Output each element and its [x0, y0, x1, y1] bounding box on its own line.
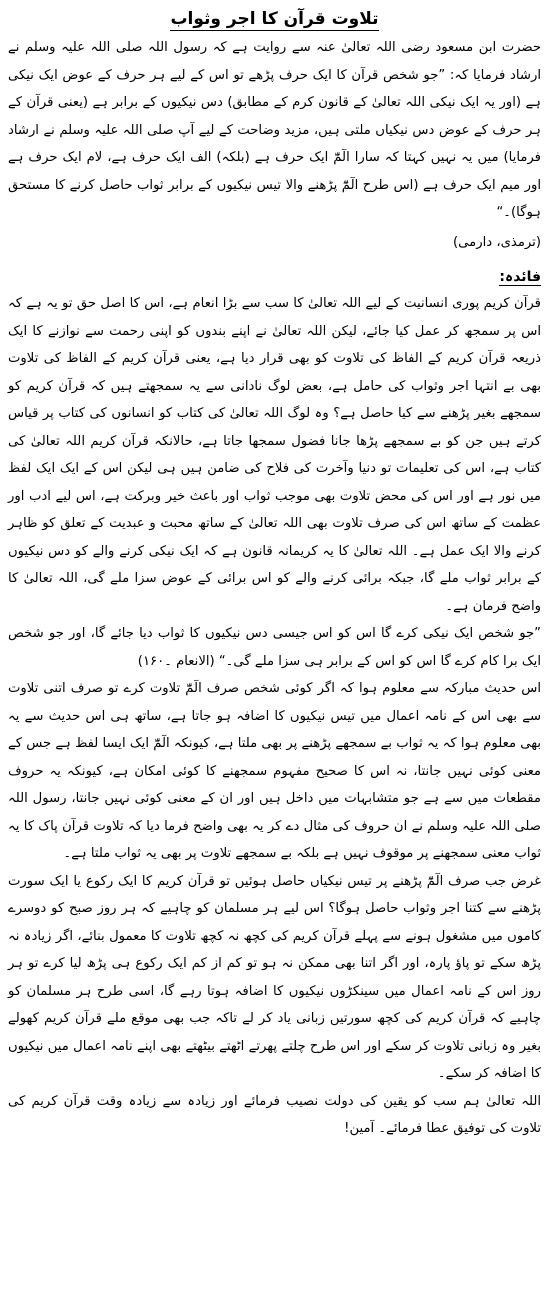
closing-prayer: اللہ تعالیٰ ہم سب کو یقین کی دولت نصیب فرمائے اور زیادہ سے زیادہ وقت قرآن کریم کی تلاوت کی توفیق عطا فرمائے۔ آمین! [8, 1093, 541, 1136]
article [8, 0, 541, 1143]
benefit-heading [8, 264, 541, 290]
article-title [8, 6, 541, 32]
quran-quote: ”جو شخص ایک نیکی کرے گا اس کو اس جیسی دس نیکیوں کا ثواب دیا جائے گا، اور جو شخص ایک برا کام کرے گا اس کو اس کے برابر ہی سزا ملے گی۔“ (الانعام ۔۱۶۰) [8, 626, 541, 669]
paragraph-1: قرآن کریم پوری انسانیت کے لیے اللہ تعالیٰ کا سب سے بڑا انعام ہے، اس کا اصل حق تو یہ ہے کہ اس پر سمجھ کر عمل کیا جائے، لیکن اللہ تعالیٰ نے اپنے بندوں کو اپنی رحمت سے نوازنے کا ایک ذریعہ قرآن کریم کے الفاظ کی تلاوت کو بھی قرار دیا ہے، یعنی قرآن کریم کے الفاظ کی تلاوت بھی بے انتہا اجر وثواب کی حامل ہے، بعض لوگ نادانی سے یہ سمجھتے ہیں کہ قرآن کریم کو سمجھے بغیر پڑھنے سے کیا حاصل ہے؟ وہ لوگ اللہ تعالیٰ کی کتاب کو انسانوں کی کتاب پر قیاس کرتے ہیں جن کو بے سمجھے پڑھا جانا فضول سمجھا جاتا ہے، حالانکہ قرآن کریم اللہ تعالیٰ کی کتاب ہے، اس کی تعلیمات تو دنیا وآخرت کی فلاح کی ضامن ہیں ہی لیکن اس کے ایک ایک لفظ میں نور ہے اور اس کی محض تلاوت بھی موجب ثواب اور باعث خیر وبرکت ہے، اس لیے ادب اور عظمت کے ساتھ اس کی صرف تلاوت بھی اللہ تعالیٰ کے ساتھ محبت و عبدیت کے تعلق کو ظاہر کرنے والا ایک عمل ہے۔ اللہ تعالیٰ کا یہ کریمانہ قانون ہے کہ ایک نیکی کرنے والے کو دس نیکیوں کے برابر ثواب ملے گا، جبکہ برائی کرنے والے کو اس برائی کے عوض سزا ملے گی، اللہ تعالیٰ کا واضح فرمان ہے۔ [8, 296, 541, 614]
hadith-text: حضرت ابن مسعود رضی اللہ تعالیٰ عنہ سے روایت ہے کہ رسول اللہ صلی اللہ علیہ وسلم نے ارشاد فرمایا کہ: ”جو شخص قرآن کا ایک حرف پڑھے تو اس کے لیے ہر حرف کے عوض ایک نیکی ہے (اور یہ ایک نیکی اللہ تعالیٰ کے قانون کرم کے مطابق) دس نیکیوں کے برابر ہے (یعنی قرآن کے ہر حرف کے عوض دس نیکیاں ملتی ہیں، مزید وضاحت کے لیے آپ صلی اللہ علیہ وسلم نے ارشاد فرمایا) میں یہ نہیں کہتا کہ سارا الٓمّٓ ایک حرف ہے (بلکہ) الف ایک حرف ہے، لام ایک حرف ہے اور میم ایک حرف ہے (اس طرح الٓمّٓ پڑھنے والا تیس نیکیوں کے برابر ثواب حاصل کرنے کا مستحق ہوگا)۔“ [8, 40, 541, 220]
paragraph-2: اس حدیث مبارکہ سے معلوم ہوا کہ اگر کوئی شخص صرف الٓمّٓ تلاوت کرے تو صرف اتنی تلاوت سے بھی اس کے نامہ اعمال میں تیس نیکیوں کا اضافہ ہو جاتا ہے، ساتھ ہی اس حدیث سے یہ بھی معلوم ہوا کہ یہ ثواب بے سمجھے پڑھنے پر بھی ملتا ہے، کیونکہ الٓمّٓ ایک ایسا لفظ ہے جس کے معنی کوئی نہیں جانتا، نہ اس کا صحیح مفہوم سمجھنے کا کوئی امکان ہے، کیونکہ یہ حروف مقطعات میں سے ہے جو متشابہات میں داخل ہیں اور ان کے معنی کوئی نہیں جانتا، رسول اللہ صلی اللہ علیہ وسلم نے ان حروف کی مثال دے کر یہ بھی واضح فرما دیا کہ تلاوت قرآن پاک کا یہ ثواب معنی سمجھنے پر موقوف نہیں ہے بلکہ بے سمجھے تلاوت پر بھی یہ ثواب ملتا ہے۔ [8, 681, 541, 861]
benefit-heading-text: فائدہ: [499, 269, 541, 285]
title-text: تلاوت قرآن کا اجر وثواب [170, 9, 379, 29]
paragraph-3: غرض جب صرف الٓمّٓ پڑھنے پر تیس نیکیاں حاصل ہوئیں تو قرآن کریم کا ایک رکوع یا ایک سورت پڑھنے سے کتنا اجر وثواب حاصل ہوگا؟ اس لیے ہر مسلمان کو چاہیے کہ ہر روز صبح کو دوسرے کاموں میں مشغول ہونے سے پہلے قرآن کریم کی کچھ نہ کچھ تلاوت کا معمول بنائے، اگر زیادہ نہ پڑھ سکے تو پاؤ پارہ، اور اگر اتنا بھی ممکن نہ ہو تو کم از کم ایک رکوع ہی پڑھ لیا کرے تو ہر روز اس کے نامہ اعمال میں سینکڑوں نیکیوں کا اضافہ ہوتا رہے گا، اسی طرح ہر مسلمان کو چاہیے کہ قرآن کریم کی کچھ سورتیں زبانی یاد کر لے تاکہ جب بھی موقع ملے قرآن کریم کھولے بغیر وہ زبانی تلاوت کر سکے اور اس طرح چلتے پھرتے اٹھتے بیٹھتے بھی اپنے نامہ اعمال میں نیکیوں کا اضافہ کر سکے۔ [8, 873, 541, 1081]
hadith-source: (ترمذی، دارمی) [453, 234, 541, 250]
